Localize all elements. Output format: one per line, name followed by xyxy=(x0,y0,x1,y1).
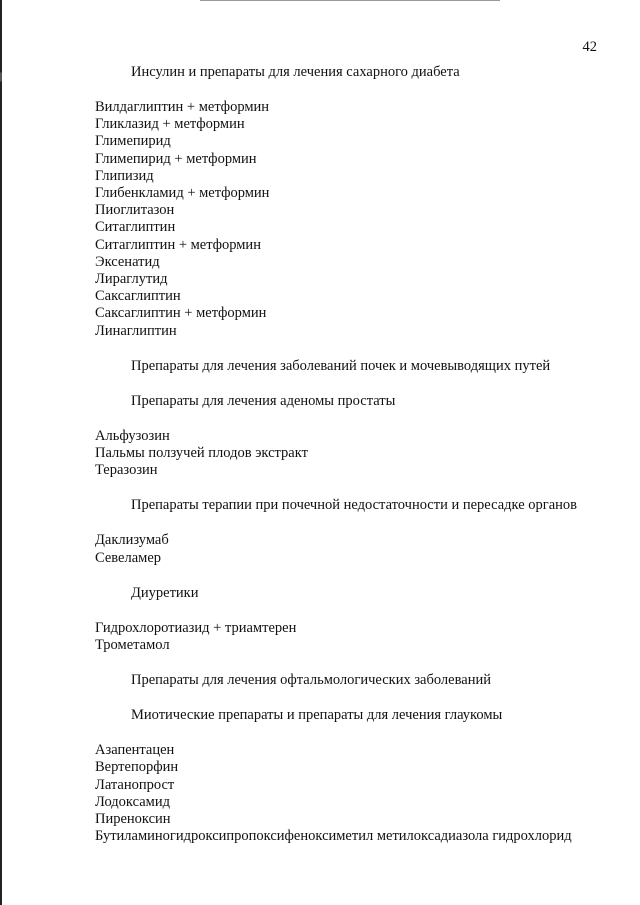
list-item: Эксенатид xyxy=(95,253,160,270)
list-item: Пальмы ползучей плодов экстракт xyxy=(95,445,308,462)
list-item: Севеламер xyxy=(95,549,162,566)
section-ophthalmology xyxy=(95,672,625,689)
section-heading: Инсулин и препараты для лечения сахарного диабета xyxy=(131,64,460,80)
list-item: Трометамол xyxy=(95,637,170,654)
section-glaucoma xyxy=(95,707,625,845)
section-heading: Препараты для лечения аденомы простаты xyxy=(131,392,396,409)
page-number: 42 xyxy=(582,39,597,55)
list-item: Саксаглиптин xyxy=(95,288,181,305)
section-heading: Препараты для лечения заболеваний почек и мочевыводящих путей xyxy=(131,357,551,374)
list-item: Глимепирид xyxy=(95,133,171,150)
section-heading: Миотические препараты и препараты для лечения глаукомы xyxy=(131,707,503,724)
list-item: Пиоглитазон xyxy=(95,202,175,219)
drug-list xyxy=(95,532,625,566)
list-item: Вертепорфин xyxy=(95,759,179,776)
list-item: Гидрохлоротиазид + триамтерен xyxy=(95,619,297,636)
list-item: Глипизид xyxy=(95,167,154,184)
list-item: Лодоксамид xyxy=(95,793,170,810)
list-item: Саксаглиптин + метформин xyxy=(95,305,267,322)
list-item: Теразозин xyxy=(95,462,158,479)
document-body xyxy=(95,64,625,845)
section-kidney xyxy=(95,358,625,375)
list-item: Ситаглиптин + метформин xyxy=(95,236,261,253)
list-item: Даклизумаб xyxy=(95,532,169,549)
list-item: Латанопрост xyxy=(95,776,175,793)
drug-list xyxy=(95,742,625,845)
section-heading: Препараты для лечения офтальмологических заболеваний xyxy=(131,672,491,689)
section-diuretics xyxy=(95,585,625,654)
list-item: Вилдаглиптин + метформин xyxy=(95,99,270,115)
section-renal-failure xyxy=(95,497,625,566)
list-item: Глимепирид + метформин xyxy=(95,150,257,167)
section-heading: Диуретики xyxy=(131,584,199,601)
section-prostate xyxy=(95,393,625,480)
list-item: Азапентацен xyxy=(95,742,175,759)
list-item: Лираглутид xyxy=(95,271,168,288)
scan-edge-left xyxy=(0,0,2,905)
list-item: Глибенкламид + метформин xyxy=(95,185,270,202)
list-item: Гликлазид + метформин xyxy=(95,116,245,133)
drug-list xyxy=(95,428,625,480)
list-item: Альфузозин xyxy=(95,427,170,444)
scan-edge-top xyxy=(200,0,500,1)
list-item: Ситаглиптин xyxy=(95,219,176,236)
drug-list xyxy=(95,620,625,654)
list-item: Пиреноксин xyxy=(95,811,171,828)
drug-list xyxy=(95,99,625,340)
section-heading: Препараты терапии при почечной недостаточности и пересадке органов xyxy=(131,497,578,514)
list-item: Линаглиптин xyxy=(95,322,177,339)
list-item: Бутиламиногидроксипропоксифеноксиметил метилоксадиазола гидрохлорид xyxy=(95,828,572,845)
section-diabetes xyxy=(95,64,625,340)
